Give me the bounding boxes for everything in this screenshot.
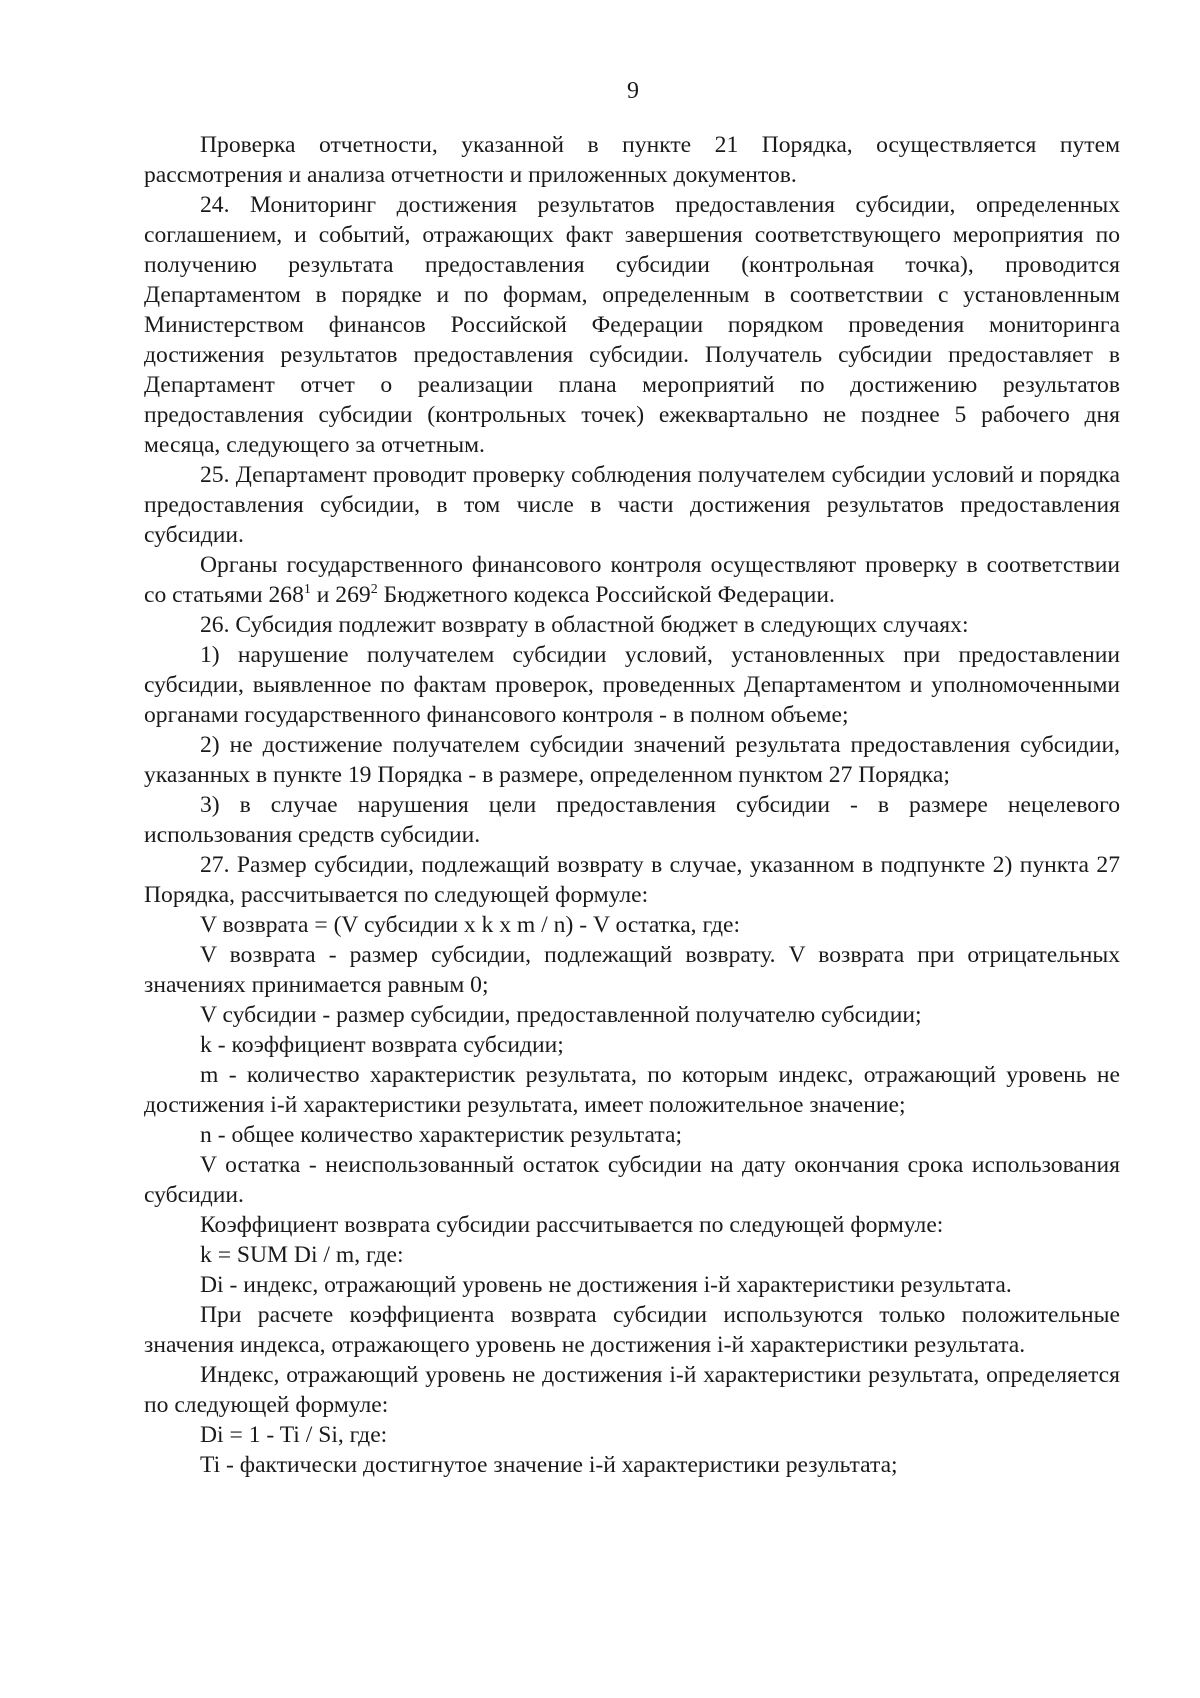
definition-v-refund: V возврата - размер субсидии, подлежащий возврату. V возврата при отрицательных значениях принимается равным 0;: [144, 942, 1120, 998]
page-number: 9: [627, 78, 639, 104]
paragraph-index-intro: Индекс, отражающий уровень не достижения i-й характеристики результата, определяется по следующей формуле:: [144, 1362, 1120, 1418]
paragraph-26-refund-cases: 26. Субсидия подлежит возврату в областной бюджет в следующих случаях:: [200, 612, 969, 638]
formula-k: k = SUM Di / m, где:: [200, 1242, 404, 1268]
definition-v-remainder: V остатка - неиспользованный остаток субсидии на дату окончания срока использования субсидии.: [144, 1152, 1120, 1208]
control-text-middle: и 269: [310, 582, 371, 608]
control-text-after: Бюджетного кодекса Российской Федерации.: [377, 582, 835, 608]
paragraph-positive-values: При расчете коэффициента возврата субсидии используются только положительные значения индекса, отражающего уровень не достижения i-й характеристики результата.: [144, 1302, 1120, 1358]
definition-v-subsidy: V субсидии - размер субсидии, предоставленной получателю субсидии;: [200, 1002, 922, 1028]
paragraph-26-case-2: 2) не достижение получателем субсидии значений результата предоставления субсидии, указанных в пункте 19 Порядка - в размере, определенном пунктом 27 Порядка;: [144, 732, 1120, 788]
control-text-before: Органы государственного финансового контроля осуществляют проверку в соответствии со статьями 268: [144, 552, 1120, 608]
paragraph-report-check: Проверка отчетности, указанной в пункте 21 Порядка, осуществляется путем рассмотрения и анализа отчетности и приложенных документов.: [144, 132, 1120, 188]
paragraph-coefficient-intro: Коэффициент возврата субсидии рассчитывается по следующей формуле:: [200, 1212, 944, 1238]
control-sup-1: 1: [303, 582, 311, 598]
control-sup-2: 2: [370, 582, 378, 598]
paragraph-financial-control: [144, 550, 1120, 610]
paragraph-25-inspection: 25. Департамент проводит проверку соблюдения получателем субсидии условий и порядка предоставления субсидии, в том числе в части достижения результатов предоставления субсидии.: [144, 462, 1120, 548]
paragraph-27-refund-size: 27. Размер субсидии, подлежащий возврату в случае, указанном в подпункте 2) пункта 27 Порядка, рассчитывается по следующей формуле:: [144, 852, 1120, 908]
formula-v-refund: V возврата = (V субсидии x k x m / n) - V остатка, где:: [200, 912, 740, 938]
document-body: [144, 130, 1120, 1480]
formula-di: Di = 1 - Ti / Si, где:: [200, 1422, 388, 1448]
paragraph-26-case-3: 3) в случае нарушения цели предоставления субсидии - в размере нецелевого использования средств субсидии.: [144, 792, 1120, 848]
definition-di: Di - индекс, отражающий уровень не достижения i-й характеристики результата.: [200, 1272, 1012, 1298]
definition-k: k - коэффициент возврата субсидии;: [200, 1032, 564, 1058]
definition-ti: Ti - фактически достигнутое значение i-й характеристики результата;: [200, 1452, 898, 1478]
paragraph-26-case-1: 1) нарушение получателем субсидии условий, установленных при предоставлении субсидии, выявленное по фактам проверок, проведенных Департаментом и уполномоченными органами государственного финансового контроля - в полном объеме;: [144, 642, 1120, 728]
definition-n: n - общее количество характеристик результата;: [200, 1122, 683, 1148]
definition-m: m - количество характеристик результата, по которым индекс, отражающий уровень не достижения i-й характеристики результата, имеет положительное значение;: [144, 1062, 1120, 1118]
paragraph-24-monitoring: 24. Мониторинг достижения результатов предоставления субсидии, определенных соглашением, и событий, отражающих факт завершения соответствующего мероприятия по получению результата предоставления субсидии (контрольная точка), проводится Департаментом в порядке и по формам, определенным в соответствии с установленным Министерством финансов Российской Федерации порядком проведения мониторинга достижения результатов предоставления субсидии. Получатель субсидии предоставляет в Департамент отчет о реализации плана мероприятий по достижению результатов предоставления субсидии (контрольных точек) ежеквартально не позднее 5 рабочего дня месяца, следующего за отчетным.: [144, 192, 1120, 458]
